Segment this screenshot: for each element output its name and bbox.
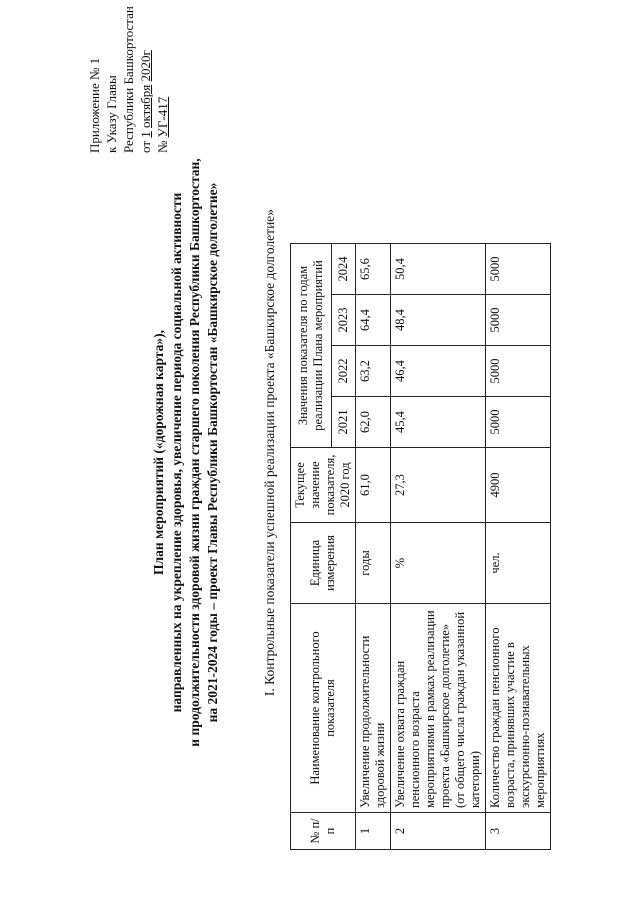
date-year: 2020г xyxy=(138,50,153,82)
header-year-2024: 2024 xyxy=(332,244,356,295)
number-prefix: № xyxy=(155,140,170,153)
indicators-table xyxy=(290,243,551,850)
row-name: Увеличение продолжительности здоровой жизни xyxy=(356,604,391,813)
document-title xyxy=(150,0,222,905)
row-value-2024: 50,4 xyxy=(391,244,486,295)
row-unit: чел. xyxy=(486,523,551,604)
row-value-2023: 5000 xyxy=(486,295,551,346)
table-row xyxy=(486,244,551,850)
table-row xyxy=(391,244,486,850)
row-name: Количество граждан пенсионного возраста, принявших участие в экскурсионно-познавательных мероприятиях xyxy=(486,604,551,813)
row-value-2024: 65,6 xyxy=(356,244,391,295)
date-day: 1 xyxy=(138,131,153,138)
row-value-2022: 46,4 xyxy=(391,346,486,397)
header-year-2023: 2023 xyxy=(332,295,356,346)
title-line-1: План мероприятий («дорожная карта»), xyxy=(151,330,166,575)
row-current: 61,0 xyxy=(356,448,391,523)
row-value-2021: 62,0 xyxy=(356,397,391,448)
appendix-line-1: Приложение № 1 xyxy=(87,57,102,153)
header-year-2021: 2021 xyxy=(332,397,356,448)
row-num: 2 xyxy=(391,813,486,850)
appendix-line-3: Республики Башкортостан xyxy=(121,6,136,153)
header-plan: Значения показателя по годам реализации Плана мероприятий xyxy=(291,244,332,448)
row-value-2024: 5000 xyxy=(486,244,551,295)
header-num: № п/п xyxy=(291,813,356,850)
table-row xyxy=(356,244,391,850)
header-unit: Единица измерения xyxy=(291,523,356,604)
header-row xyxy=(291,244,332,850)
row-value-2022: 63,2 xyxy=(356,346,391,397)
row-current: 27,3 xyxy=(391,448,486,523)
row-unit: годы xyxy=(356,523,391,604)
row-num: 1 xyxy=(356,813,391,850)
header-year-2022: 2022 xyxy=(332,346,356,397)
row-value-2021: 5000 xyxy=(486,397,551,448)
number-value: УГ-417 xyxy=(155,96,170,138)
title-line-2: направленных на укрепление здоровья, увеличение периода социальной активности xyxy=(169,192,184,713)
title-line-4: на 2021-2024 годы – проект Главы Республики Башкортостан «Башкирское долголетие» xyxy=(205,182,220,723)
row-value-2023: 64,4 xyxy=(356,295,391,346)
row-value-2022: 5000 xyxy=(486,346,551,397)
date-prefix: от xyxy=(138,140,153,153)
date-month: октября xyxy=(138,84,153,128)
section-title: I. Контрольные показатели успешной реализации проекта «Башкирское долголетие» xyxy=(262,208,277,697)
row-current: 4900 xyxy=(486,448,551,523)
row-name: Увеличение охвата граждан пенсионного возраста мероприятиями в рамках реализации проекта «Башкирское долголетие» (от общего числа граждан указанной категории) xyxy=(391,604,486,813)
appendix-line-2: к Указу Главы xyxy=(104,75,119,153)
row-num: 3 xyxy=(486,813,551,850)
title-line-3: и продолжительности здоровой жизни граждан старшего поколения Республики Башкортостан, xyxy=(187,158,202,747)
header-current: Текущее значение показателя, 2020 год xyxy=(291,448,356,523)
row-value-2023: 48,4 xyxy=(391,295,486,346)
row-unit: % xyxy=(391,523,486,604)
header-name: Наименование контрольного показателя xyxy=(291,604,356,813)
row-value-2021: 45,4 xyxy=(391,397,486,448)
